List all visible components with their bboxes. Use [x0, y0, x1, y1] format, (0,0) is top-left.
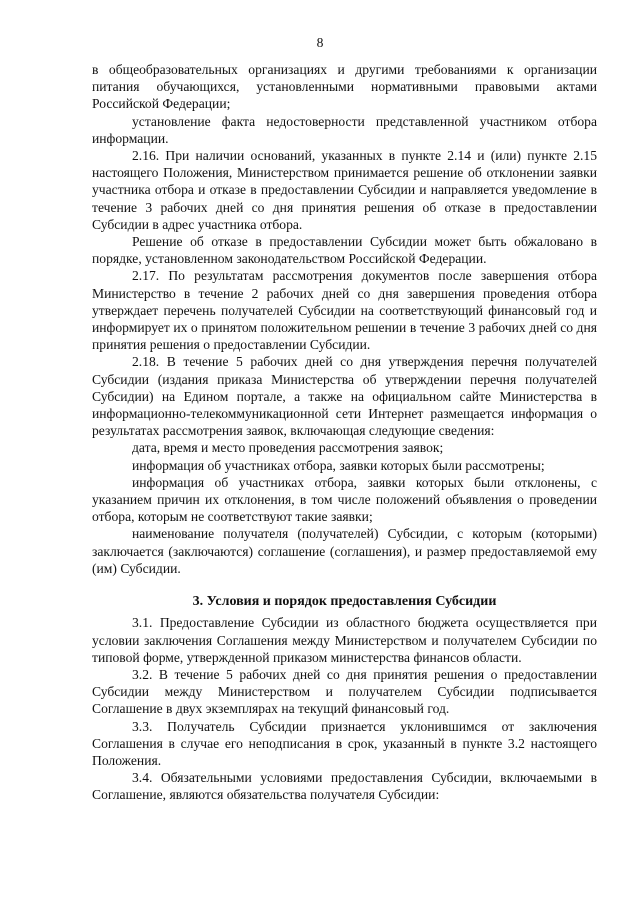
paragraph-2-18: 2.18. В течение 5 рабочих дней со дня утверждения перечня получателей Субсидии (издания приказа Министерства об утверждении перечня получателей Субсидии) на Едином портале, а также на официальном сайте Министерства в информационно-телекоммуникационной сети Интернет размещается информация о результатах рассмотрения заявок, включающая следующие сведения:: [92, 354, 597, 439]
list-item: дата, время и место проведения рассмотрения заявок;: [132, 440, 444, 456]
list-item: наименование получателя (получателей) Субсидии, с которым (которыми) заключается (заключаются) соглашение (соглашения), и размер предоставляемой ему (им) Субсидии.: [92, 526, 597, 576]
page-number: 8: [316, 35, 324, 50]
paragraph-3-3: 3.3. Получатель Субсидии признается уклонившимся от заключения Соглашения в случае его неподписания в срок, указанный в пункте 3.2 настоящего Положения.: [92, 718, 597, 768]
section-heading: 3. Условия и порядок предоставления Субсидии: [192, 594, 497, 610]
paragraphs-bottom: [92, 614, 597, 803]
list-item: информация об участниках отбора, заявки которых были рассмотрены;: [132, 457, 545, 473]
document-body: [92, 61, 597, 804]
paragraph: в общеобразовательных организациях и другими требованиями к организации питания обучающихся, установленными нормативными правовыми актами Российской Федерации;: [92, 62, 597, 112]
paragraph-3-2: 3.2. В течение 5 рабочих дней со дня принятия решения о предоставлении Субсидии между Министерством и получателем Субсидии подписывается Соглашение в двух экземплярах на текущий финансовый год.: [92, 666, 597, 717]
paragraph-2-16: 2.16. При наличии оснований, указанных в пункте 2.14 и (или) пункте 2.15 настоящего Положения, Министерством принимается решение об отклонении заявки участника отбора и отказе в предоставлении Субсидии и направляется уведомление в течение 3 рабочих дней со дня принятия решения об отказе в предоставлении Субсидии в адрес участника отбора.: [92, 148, 597, 232]
paragraph: установление факта недостоверности представленной участником отбора информации.: [92, 113, 597, 146]
paragraph: Решение об отказе в предоставлении Субсидии может быть обжаловано в порядке, установленном законодательством Российской Федерации.: [92, 234, 597, 267]
paragraph-3-4: 3.4. Обязательными условиями предоставления Субсидии, включаемыми в Соглашение, являются обязательства получателя Субсидии:: [92, 770, 597, 803]
list-item: информация об участниках отбора, заявки которых были отклонены, с указанием причин их отклонения, в том числе положений объявления о проведении отбора, которым не соответствуют такие заявки;: [92, 474, 597, 525]
paragraphs-top: [92, 61, 597, 577]
paragraph-3-1: 3.1. Предоставление Субсидии из областного бюджета осуществляется при условии заключения Соглашения между Министерством и получателем Субсидии по типовой форме, утвержденной приказом министерства финансов области.: [92, 615, 597, 665]
paragraph-2-17: 2.17. По результатам рассмотрения документов после завершения отбора Министерство в течение 2 рабочих дней со дня завершения проведения отбора утверждает перечень получателей Субсидии на соответствующий финансовый год и информирует их о принятом положительном решении в течение 3 рабочих дней со дня принятия решения о предоставлении Субсидии.: [92, 268, 597, 353]
